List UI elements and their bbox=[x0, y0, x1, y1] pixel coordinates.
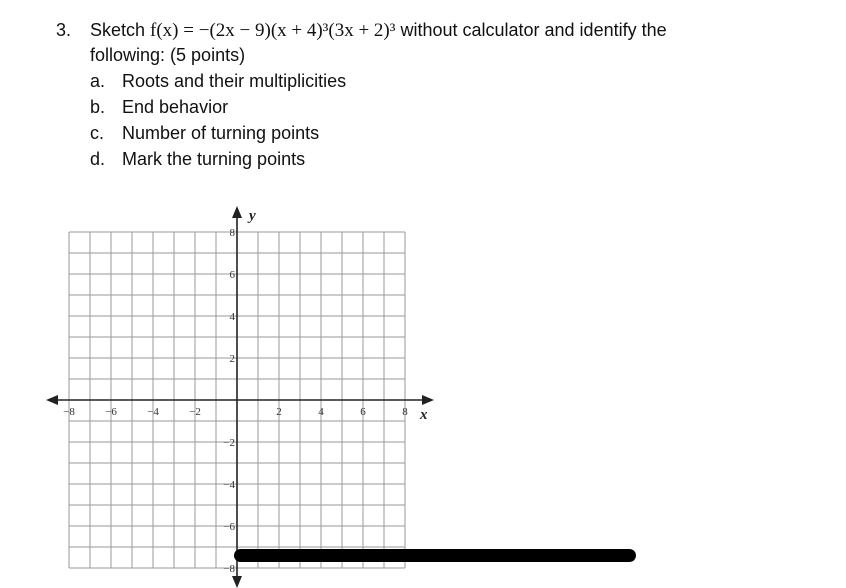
x-axis-arrow-left bbox=[46, 395, 58, 405]
question-text-line2: following: (5 points) bbox=[90, 45, 246, 65]
y-tick-label: −4 bbox=[223, 479, 235, 491]
y-tick-label: −8 bbox=[223, 563, 235, 575]
x-tick-label: −4 bbox=[147, 406, 159, 418]
question-number: 3. bbox=[56, 20, 72, 40]
x-tick-label: 6 bbox=[360, 406, 366, 418]
x-tick-label: −8 bbox=[63, 406, 75, 418]
redaction-bar bbox=[234, 549, 636, 562]
x-tick-label: 2 bbox=[276, 406, 282, 418]
sub-item-letter: c. bbox=[90, 123, 105, 143]
function-expression: f(x) = −(2x − 9)(x + 4)³(3x + 2)³ bbox=[150, 20, 396, 41]
y-axis-label: y bbox=[249, 208, 256, 224]
x-tick-label: 4 bbox=[318, 406, 324, 418]
axes bbox=[46, 206, 434, 588]
y-tick-label: 8 bbox=[229, 227, 235, 239]
question-suffix: without calculator and identify the bbox=[395, 20, 667, 40]
sub-item-letter: b. bbox=[90, 97, 106, 117]
y-axis-arrow-down bbox=[232, 576, 242, 588]
x-tick-label: −6 bbox=[105, 406, 117, 418]
sub-item-letter: d. bbox=[90, 149, 106, 169]
y-tick-label: 4 bbox=[229, 311, 235, 323]
sub-item-letter: a. bbox=[90, 71, 106, 91]
y-tick-label: −2 bbox=[223, 437, 235, 449]
sub-item-text: End behavior bbox=[122, 97, 229, 117]
y-axis-arrow-up bbox=[232, 206, 242, 218]
sub-item-text: Mark the turning points bbox=[122, 149, 306, 169]
x-axis-label: x bbox=[420, 407, 428, 423]
sub-item-text: Number of turning points bbox=[122, 123, 320, 143]
x-tick-label: 8 bbox=[402, 406, 408, 418]
y-tick-label: 2 bbox=[229, 353, 235, 365]
sub-item-text: Roots and their multiplicities bbox=[122, 71, 347, 91]
x-tick-label: −2 bbox=[189, 406, 201, 418]
x-axis-arrow-right bbox=[422, 395, 434, 405]
y-tick-label: −6 bbox=[223, 521, 235, 533]
y-tick-label: 6 bbox=[229, 269, 235, 281]
tick-labels bbox=[63, 227, 408, 575]
question-prefix: Sketch bbox=[90, 20, 151, 40]
